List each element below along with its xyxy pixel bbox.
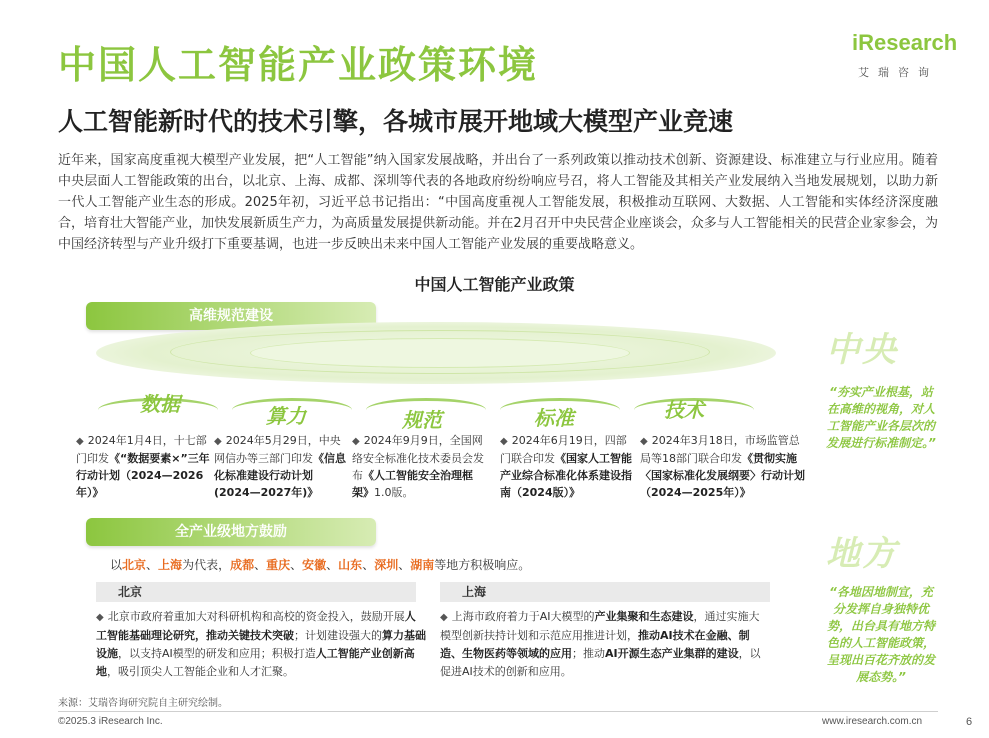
- page-subtitle: 人工智能新时代的技术引擎，各城市展开地域大模型产业竞速: [58, 107, 734, 136]
- local-banner: 全产业级地方鼓励: [86, 518, 376, 546]
- iresearch-logo: [852, 30, 962, 86]
- region-text-part: 上海市政府着力于AI大模型的: [451, 610, 595, 623]
- pillar-label: 规范: [402, 408, 442, 432]
- city-name: 湖南: [410, 558, 435, 572]
- local-watermark-word: 地方: [826, 534, 898, 574]
- city-name: 安徽: [302, 558, 327, 572]
- logo-text: iResearch: [852, 30, 958, 55]
- diamond-bullet-icon: ◆: [500, 436, 508, 447]
- logo-subtext: 艾瑞咨询: [858, 66, 938, 79]
- policy-text: 2024年6月19日，四部门联合印发: [500, 434, 627, 465]
- region-text-bold: AI开源生态产业集群的建设: [605, 647, 739, 660]
- region-text-part: ；计划建设强大的: [294, 629, 382, 642]
- region-text-bold: 人工智能产业创新高地: [96, 647, 415, 678]
- city-name: 重庆: [266, 558, 291, 572]
- website-link[interactable]: www.iresearch.com.cn: [822, 716, 923, 727]
- region-text-part: ，以促进AI技术的创新和应用。: [440, 647, 761, 678]
- policy-section-title: 中国人工智能产业政策: [414, 275, 575, 294]
- policy-text: 1.0版。: [374, 486, 414, 499]
- diamond-bullet-icon: ◆: [640, 436, 648, 447]
- city-name: 山东: [338, 558, 363, 572]
- policy-text: 2024年5月29日，中央网信办等三部门印发: [214, 434, 341, 465]
- policy-item: [352, 432, 486, 501]
- policy-doc-name: 《贯彻实施〈国家标准化发展纲要〉行动计划（2024—2025年）》: [640, 452, 805, 499]
- policy-text: 2024年9月9日，全国网络安全标准化技术委员会发布: [352, 434, 484, 482]
- intro-paragraph: 近年来，国家高度重视大模型产业发展，把“人工智能”纳入国家发展战略，并出台了一系列政策以推动技术创新、资源建设、标准建立与行业应用。随着中央层面人工智能政策的出台，以北京、上海、成都、深圳等代表的各地政府纷纷响应号召，将人工智能及其相关产业发展纳入当地发展规划，以助力新一代人工智能产业生态的形成。2025年初，习近平总书记指出：“中国高度重视人工智能发展，积极推动互联网、大数据、人工智能和实体经济深度融合，培育壮大智能产业，加快发展新质生产力，为高质量发展提供新动能。并在2月召开中央民营企业座谈会，众多与人工智能相关的民营企业家参会，为中国经济转型与产业升级打下重要基调，也进一步反映出未来中国人工智能产业发展的重要战略意义。: [58, 153, 938, 252]
- footer-divider: [58, 711, 938, 712]
- region-text-shanghai: [440, 608, 770, 681]
- policy-doc-name: 《“数据要素×”三年行动计划（2024—2026年）》: [76, 452, 210, 499]
- diamond-bullet-icon: ◆: [214, 436, 222, 447]
- region-label-beijing: 北京: [96, 582, 416, 602]
- pillar-label: 算力: [266, 404, 306, 428]
- central-quote: “夯实产业根基，站在高维的视角，对人工智能产业各层次的发展进行标准制定。”: [826, 385, 936, 450]
- region-text-part: ，吸引顶尖人工智能企业和人才汇聚。: [107, 665, 294, 678]
- region-text-bold: 算力基础设施: [96, 629, 426, 660]
- policy-text: 2024年1月4日，十七部门印发: [76, 434, 207, 465]
- policy-doc-name: 《人工智能安全治理框架》: [352, 469, 473, 499]
- region-text-beijing: [96, 608, 426, 681]
- region-text-bold: 人工智能基础理论研究，推动关键技术突破: [96, 610, 416, 642]
- lead-text: 为代表，: [182, 558, 231, 572]
- region-text-part: 北京市政府着重加大对科研机构和高校的资金投入，鼓励开展: [107, 610, 405, 623]
- city-name: 北京: [122, 558, 147, 572]
- policy-doc-name: 《信息化标准建设行动计划(2024—2027年)》: [214, 452, 346, 499]
- lead-text: 以: [110, 558, 123, 572]
- city-name: 成都: [230, 558, 255, 572]
- diamond-bullet-icon: ◆: [76, 436, 84, 447]
- region-text-bold: 推动AI技术在金融、制造、生物医药等领域的应用: [440, 629, 750, 660]
- policy-item: [640, 432, 808, 501]
- policy-item: [76, 432, 210, 501]
- source-note: 来源：艾瑞咨询研究院自主研究绘制。: [58, 698, 228, 709]
- central-banner: 高维规范建设: [86, 302, 376, 330]
- central-watermark-word: 中央: [826, 330, 898, 370]
- region-text-part: ，以支持AI模型的研发和应用；积极打造: [118, 647, 316, 660]
- page-number: 6: [966, 716, 973, 728]
- platform-ellipse-inner: [250, 338, 630, 368]
- policy-text: 2024年3月18日，市场监管总局等18部门联合印发: [640, 434, 800, 465]
- policy-item: [214, 432, 348, 501]
- local-lead-line: 以北京、上海为代表，成都、重庆、安徽、山东、深圳、湖南等地方积极响应。: [110, 558, 531, 572]
- pillar-label: 标准: [534, 406, 574, 430]
- region-text-part: ，通过实施大模型创新扶持计划和示范应用推进计划，: [440, 610, 760, 642]
- policy-item: [500, 432, 634, 501]
- diamond-bullet-icon: ◆: [352, 436, 360, 447]
- copyright: ©2025.3 iResearch Inc.: [58, 716, 163, 727]
- diamond-bullet-icon: ◆: [440, 612, 448, 623]
- region-text-bold: 产业集聚和生态建设: [594, 610, 694, 623]
- city-name: 深圳: [374, 558, 399, 572]
- pillar-label: 数据: [140, 392, 180, 416]
- policy-doc-name: 《国家人工智能产业综合标准化体系建设指南（2024版）》: [500, 452, 632, 499]
- region-text-part: ；推动: [572, 647, 605, 660]
- lead-text: 等地方积极响应。: [434, 558, 531, 572]
- pillar-label: 技术: [664, 398, 704, 422]
- region-label-shanghai: 上海: [440, 582, 770, 602]
- local-quote: “各地因地制宜，充分发挥自身独特优势，出台具有地方特色的人工智能政策，呈现出百花齐放的发展态势。”: [826, 585, 935, 684]
- city-name: 上海: [158, 558, 183, 572]
- diamond-bullet-icon: ◆: [96, 612, 104, 623]
- page-title: 中国人工智能产业政策环境: [58, 43, 539, 87]
